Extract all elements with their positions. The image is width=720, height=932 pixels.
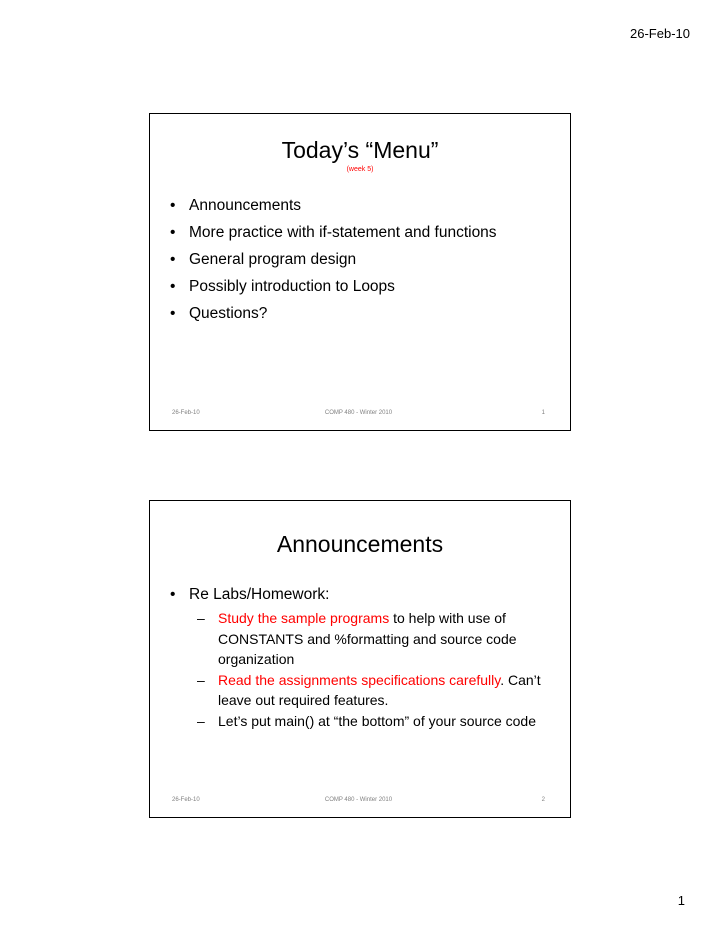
- bullet-icon: •: [170, 197, 176, 214]
- list-item: • General program design: [164, 246, 560, 273]
- bullet-icon: •: [170, 278, 176, 295]
- bullet-list: [164, 581, 560, 731]
- footer-course: COMP 480 - Winter 2010: [324, 410, 393, 416]
- dash-icon: –: [197, 610, 205, 626]
- sub-list-item: – Let’s put main() at “the bottom” of your source code: [197, 711, 560, 732]
- bullet-icon: •: [170, 251, 176, 268]
- footer-slide-number: 1: [541, 410, 545, 416]
- slide-subtitle: (week 5): [346, 166, 374, 173]
- bullet-list: [164, 192, 560, 327]
- footer-slide-number: 2: [541, 797, 545, 803]
- footer-course: COMP 480 - Winter 2010: [324, 797, 393, 803]
- sub-list-item: – Study the sample programs to help with use of CONSTANTS and %formatting and source code organization: [197, 610, 517, 667]
- dash-icon: –: [197, 712, 205, 729]
- list-item: • Possibly introduction to Loops: [164, 273, 560, 300]
- sub-list-item: – Read the assignments specifications carefully. Can’t leave out required features.: [197, 671, 541, 708]
- sub-bullet-list: [189, 608, 560, 731]
- page-date-header: 26-Feb-10: [630, 26, 690, 41]
- footer-date: 26-Feb-10: [172, 797, 200, 803]
- list-item: • Re Labs/Homework: – Study the sample programs to help with use of CONSTANTS and %formatting and source code organization – Read the assignments specifications carefully. Can’t leave out required features. – Let’s put main() at “the bottom” of your source code: [164, 581, 560, 731]
- list-item: • More practice with if-statement and functions: [164, 219, 560, 246]
- page-number: 1: [677, 893, 685, 908]
- list-item: • Announcements: [164, 192, 560, 219]
- list-item: • Questions?: [164, 300, 560, 327]
- slide-footer: [172, 410, 545, 420]
- slide-title: Announcements: [276, 531, 444, 557]
- dash-icon: –: [197, 671, 205, 688]
- bullet-icon: •: [170, 586, 176, 603]
- slide-2: [149, 500, 571, 818]
- slide-title: Today’s “Menu”: [281, 137, 439, 163]
- slide-1: [149, 113, 571, 431]
- bullet-icon: •: [170, 224, 176, 241]
- footer-date: 26-Feb-10: [172, 410, 200, 416]
- slide-footer: [172, 797, 545, 807]
- bullet-icon: •: [170, 305, 176, 322]
